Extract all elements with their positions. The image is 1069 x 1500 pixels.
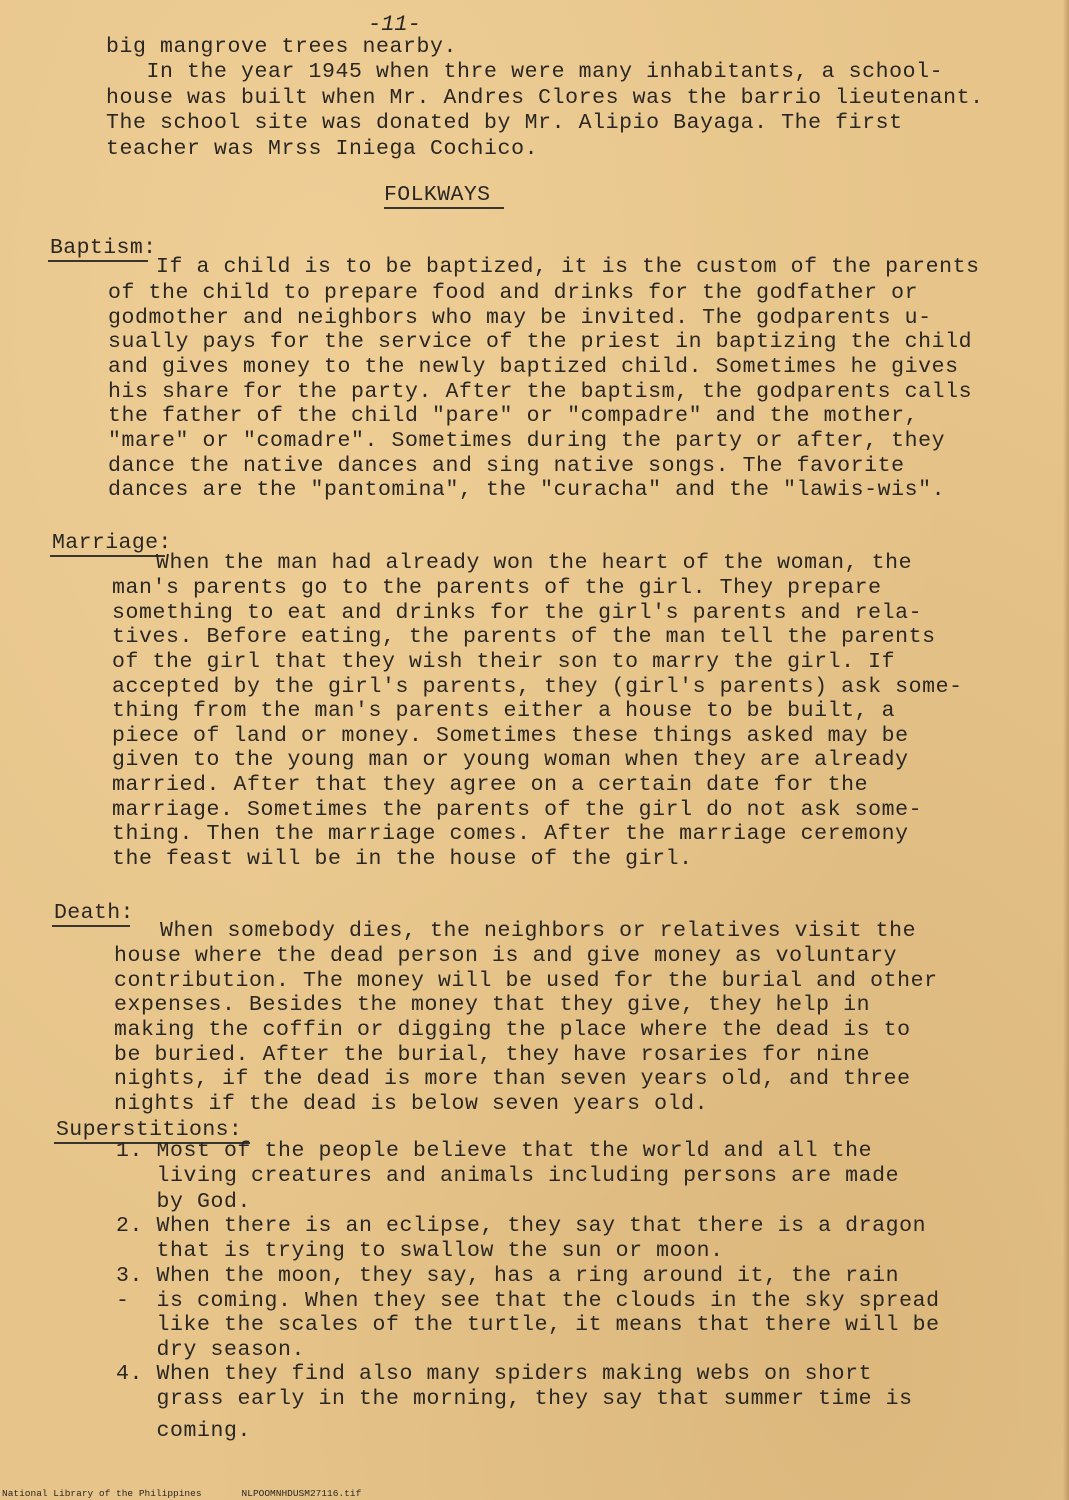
marriage-line: marriage. Sometimes the parents of the girl do not ask some- bbox=[112, 798, 923, 822]
death-line: expenses. Besides the money that they give, they help in bbox=[114, 993, 871, 1017]
baptism-line: sually pays for the service of the priest in baptizing the child bbox=[108, 330, 973, 354]
title-underline bbox=[384, 207, 504, 209]
death-line: making the coffin or digging the place where the dead is to bbox=[114, 1018, 911, 1042]
intro-line: The school site was donated by Mr. Alipio Bayaga. The first bbox=[106, 111, 903, 135]
baptism-line: "mare" or "comadre". Sometimes during the party or after, they bbox=[108, 429, 946, 453]
baptism-line: dance the native dances and sing native songs. The favorite bbox=[108, 454, 905, 478]
superstition-line: grass early in the morning, they say that summer time is bbox=[116, 1387, 913, 1411]
marriage-heading: Marriage: bbox=[52, 531, 172, 555]
baptism-line: his share for the party. After the baptism, the godparents calls bbox=[108, 380, 973, 404]
baptism-line: and gives money to the newly baptized child. Sometimes he gives bbox=[108, 355, 959, 379]
death-heading: Death: bbox=[54, 901, 134, 925]
marriage-line: accepted by the girl's parents, they (girl's parents) ask some- bbox=[112, 675, 963, 699]
marriage-line: something to eat and drinks for the girl's parents and rela- bbox=[112, 601, 923, 625]
death-line: contribution. The money will be used for the burial and other bbox=[114, 969, 938, 993]
death-line: nights, if the dead is more than seven years old, and three bbox=[114, 1067, 911, 1091]
baptism-line: of the child to prepare food and drinks for the godfather or bbox=[108, 281, 919, 305]
scan-footer bbox=[2, 1488, 401, 1500]
marriage-line: When the man had already won the heart of the woman, the bbox=[156, 551, 913, 575]
marriage-line: the feast will be in the house of the girl. bbox=[112, 847, 693, 871]
death-line: When somebody dies, the neighbors or relatives visit the bbox=[160, 919, 917, 943]
marriage-line: tives. Before eating, the parents of the man tell the parents bbox=[112, 625, 936, 649]
superstition-line: that is trying to swallow the sun or moon. bbox=[116, 1239, 724, 1263]
marriage-line: piece of land or money. Sometimes these things asked may be bbox=[112, 724, 909, 748]
section-title: FOLKWAYS bbox=[384, 183, 491, 207]
superstition-line: 1. Most of the people believe that the world and all the bbox=[116, 1139, 873, 1163]
superstition-line: 4. When they find also many spiders making webs on short bbox=[116, 1362, 873, 1386]
baptism-line: the father of the child "pare" or "compadre" and the mother, bbox=[108, 404, 919, 428]
baptism-line: If a child is to be baptized, it is the custom of the parents bbox=[156, 255, 980, 279]
superstition-line: 2. When there is an eclipse, they say that there is a dragon bbox=[116, 1214, 927, 1238]
marriage-line: married. After that they agree on a certain date for the bbox=[112, 773, 869, 797]
page-edge-shadow bbox=[1063, 0, 1069, 1500]
intro-line: teacher was Mrss Iniega Cochico. bbox=[106, 137, 539, 161]
death-line: house where the dead person is and give money as voluntary bbox=[114, 944, 898, 968]
baptism-line: dances are the "pantomina", the "curacha" and the "lawis-wis". bbox=[108, 478, 946, 502]
death-line: nights if the dead is below seven years old. bbox=[114, 1092, 709, 1116]
superstition-line: coming. bbox=[116, 1419, 252, 1443]
marriage-line: of the girl that they wish their son to marry the girl. If bbox=[112, 650, 896, 674]
baptism-heading: Baptism: bbox=[50, 236, 157, 260]
superstition-line: dry season. bbox=[116, 1338, 306, 1362]
superstition-line: like the scales of the turtle, it means that there will be bbox=[116, 1313, 940, 1337]
superstition-line: - is coming. When they see that the clouds in the sky spread bbox=[116, 1289, 940, 1313]
death-line: be buried. After the burial, they have rosaries for nine bbox=[114, 1043, 871, 1067]
intro-line: big mangrove trees nearby. bbox=[106, 35, 458, 59]
footer-library: National Library of the Philippines bbox=[2, 1488, 202, 1499]
marriage-underline bbox=[50, 555, 165, 557]
superstition-line: living creatures and animals including persons are made bbox=[116, 1164, 900, 1188]
marriage-line: man's parents go to the parents of the girl. They prepare bbox=[112, 576, 882, 600]
marriage-line: given to the young man or young woman when they are already bbox=[112, 748, 909, 772]
marriage-line: thing from the man's parents either a house to be built, a bbox=[112, 699, 896, 723]
death-underline bbox=[52, 925, 130, 927]
intro-line: house was built when Mr. Andres Clores was the barrio lieutenant. bbox=[106, 86, 984, 110]
page-number: -11- bbox=[368, 12, 421, 37]
baptism-line: godmother and neighbors who may be invited. The godparents u- bbox=[108, 306, 932, 330]
superstitions-heading: Superstitions: bbox=[56, 1118, 243, 1142]
superstition-line: by God. bbox=[116, 1190, 252, 1214]
superstition-line: 3. When the moon, they say, has a ring around it, the rain bbox=[116, 1264, 900, 1288]
marriage-line: thing. Then the marriage comes. After the marriage ceremony bbox=[112, 822, 909, 846]
footer-file: NLPOOMNHDUSM27116.tif bbox=[241, 1488, 362, 1499]
intro-line: In the year 1945 when thre were many inhabitants, a school- bbox=[106, 60, 944, 84]
baptism-underline bbox=[48, 260, 148, 262]
